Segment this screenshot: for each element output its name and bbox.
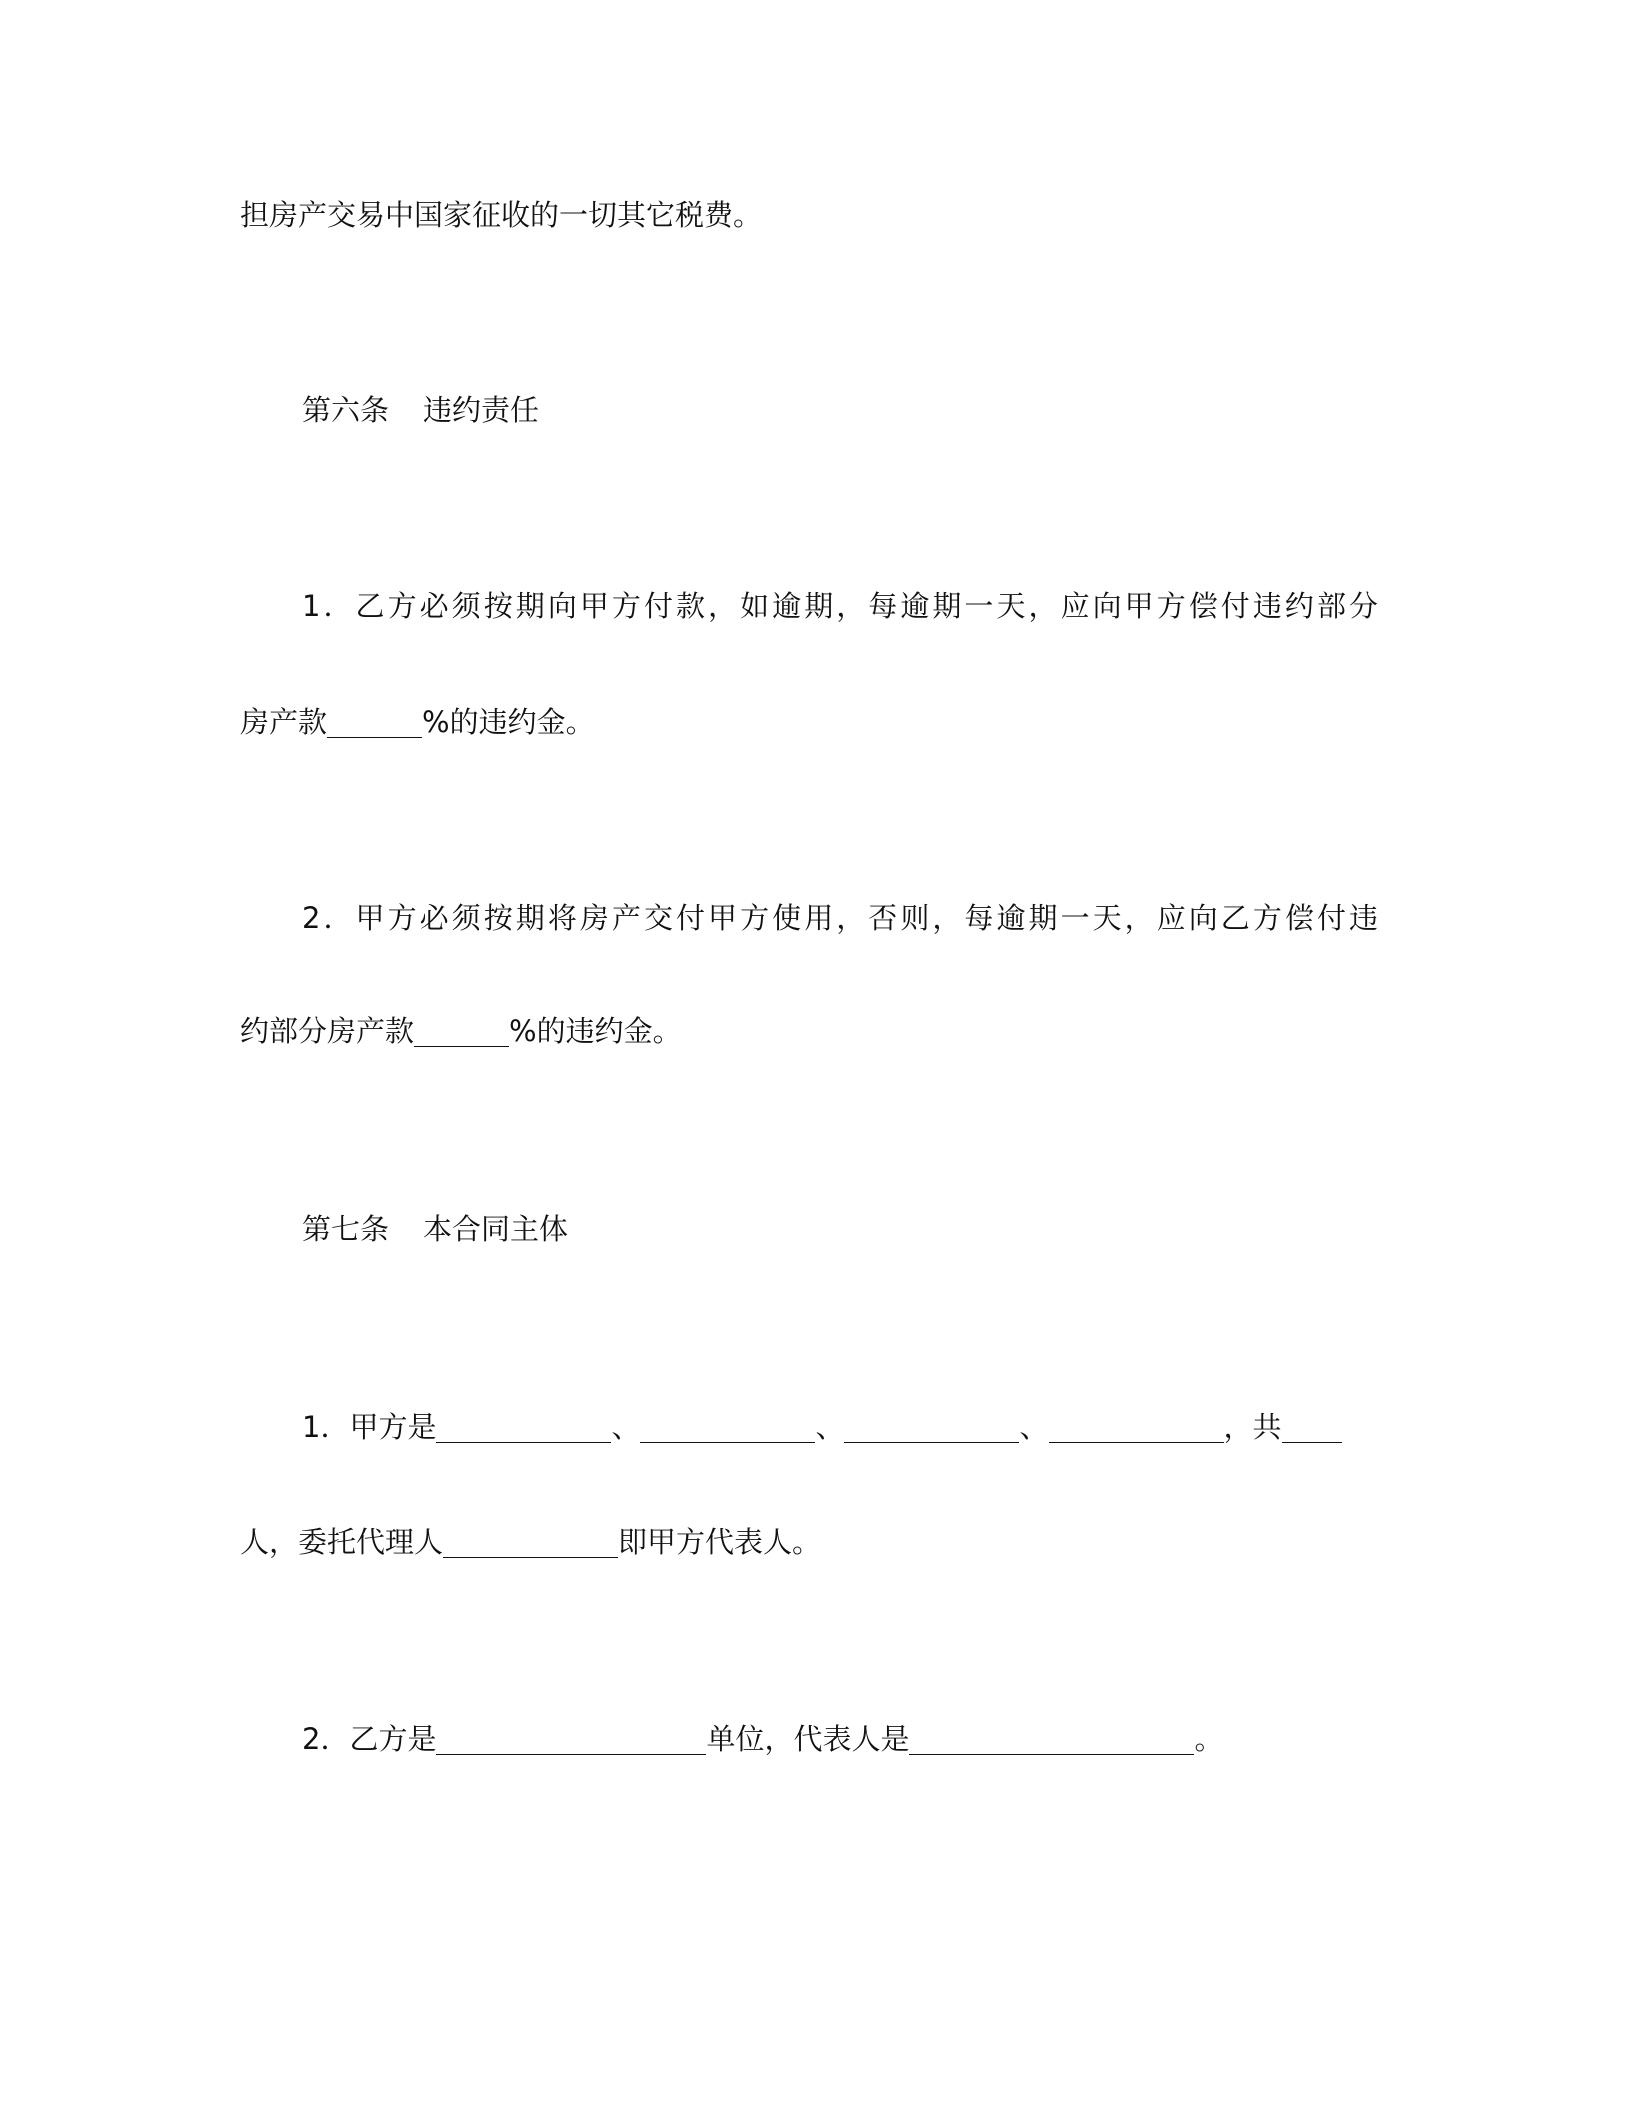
clause-text: 单位，代表人是 [706,1722,910,1756]
continuation-text: 担房产交易中国家征收的一切其它税费。 [240,198,763,232]
party-a-count-blank[interactable] [1282,1412,1342,1443]
article-6-number: 第六条 [302,393,390,427]
article-6-heading [302,390,539,430]
article-6-clause-1-line-1: 1．乙方必须按期向甲方付款，如逾期，每逾期一天，应向甲方偿付违约部分 [302,589,1378,623]
clause-text: 即甲方代表人。 [618,1525,822,1559]
clause-text: 约部分房产款 [240,1014,415,1048]
article-7-clause-1-line-1 [302,1407,1342,1447]
party-b-unit-blank[interactable] [436,1724,706,1755]
party-a-name-blank-3[interactable] [844,1412,1019,1443]
party-a-name-blank-1[interactable] [436,1412,611,1443]
article-6-title: 违约责任 [423,393,540,427]
party-a-name-blank-4[interactable] [1049,1412,1224,1443]
party-b-representative-blank[interactable] [909,1724,1194,1755]
article-6-clause-2-line-2 [240,1011,682,1051]
clause-text: %的违约金。 [509,1014,682,1048]
clause-text: %的违约金。 [422,705,595,739]
clause-text: 2．乙方是 [302,1722,437,1756]
article-7-clause-1-line-2 [240,1522,821,1562]
party-a-name-blank-2[interactable] [640,1412,815,1443]
article-7-title: 本合同主体 [423,1212,569,1246]
penalty-rate-blank-1[interactable] [327,707,422,738]
agent-name-blank[interactable] [443,1527,618,1558]
clause-text: 1．甲方是 [302,1410,437,1444]
penalty-rate-blank-2[interactable] [414,1016,509,1047]
separator: 、 [1019,1410,1049,1444]
clause-text: 房产款 [240,705,328,739]
separator: 、 [815,1410,845,1444]
clause-text: 。 [1194,1722,1224,1756]
clause-text: ，共 [1223,1410,1282,1444]
article-7-heading [302,1209,568,1249]
article-7-number: 第七条 [302,1212,390,1246]
clause-text: 人，委托代理人 [240,1525,444,1559]
article-7-clause-2 [302,1719,1223,1759]
article-6-clause-1-line-2 [240,702,595,742]
separator: 、 [611,1410,641,1444]
article-6-clause-2-line-1: 2．甲方必须按期将房产交付甲方使用，否则，每逾期一天，应向乙方偿付违 [302,901,1378,935]
